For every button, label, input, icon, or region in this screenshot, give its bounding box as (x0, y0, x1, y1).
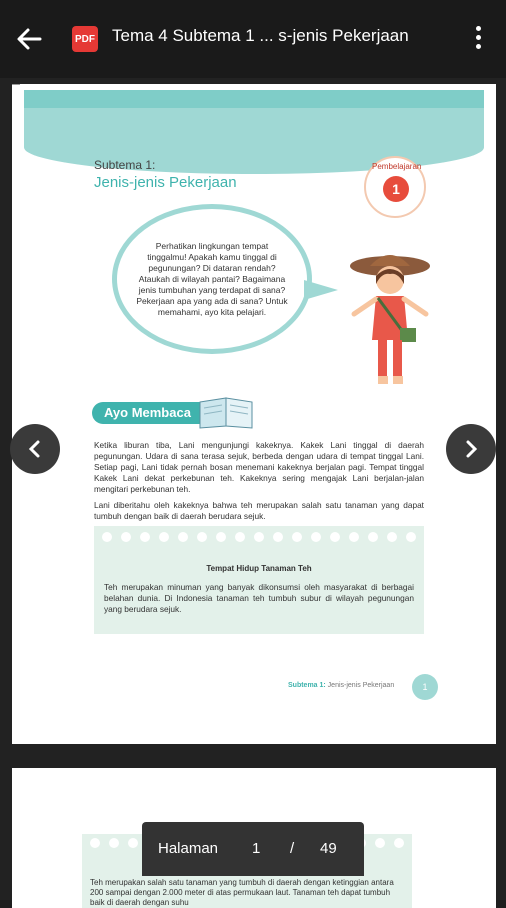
document-title: Tema 4 Subtema 1 ... s-jenis Pekerjaan (112, 26, 409, 45)
pdf-file-icon: PDF (72, 26, 98, 52)
book-icon (196, 394, 256, 430)
arrow-left-icon (12, 22, 46, 56)
page-footer (288, 682, 394, 689)
speech-bubble (112, 204, 312, 354)
total-pages: 49 (320, 840, 337, 857)
overflow-menu-button[interactable] (468, 24, 488, 54)
reading-paragraph-1: Ketika liburan tiba, Lani mengunjungi kakeknya. Kakek Lani tinggal di daerah pegunungan. Udara di sana terasa sejuk, berbeda dengan udara di tempat tinggal Lani. Setiap pagi, Lani tidak pernah bosan menemani kakeknya berjalan pagi. Tempat tinggal Kakek Lani dekat perkebunan teh. Kakeknya sering mengajak Lani berjalan-jalan mengitari perkebunan teh. (94, 440, 424, 494)
subtema-title: Jenis-jenis Pekerjaan (94, 174, 237, 191)
page2-text: Teh merupakan salah satu tanaman yang tumbuh di daerah dengan ketinggian antara 200 sampai dengan 2.000 meter di atas permukaan laut. Tanaman teh dapat tumbuh baik di daerah dengan suhu (90, 878, 394, 907)
subtema-label: Subtema 1: (94, 158, 156, 172)
reading-paragraph-2: Lani diberitahu oleh kakeknya bahwa teh merupakan salah satu tanaman yang dapat tumbuh dengan baik di daerah berudara sejuk. (94, 500, 424, 521)
pembelajaran-badge (364, 156, 426, 218)
info-box-title: Tempat Hidup Tanaman Teh (206, 564, 312, 573)
page-number-badge: 1 (412, 674, 438, 700)
chevron-right-icon (461, 439, 481, 459)
badge-label: Pembelajaran (372, 162, 422, 171)
chevron-left-icon (25, 439, 45, 459)
more-vertical-icon (476, 26, 481, 31)
next-page-button[interactable] (446, 424, 496, 474)
app-toolbar (0, 0, 506, 78)
footer-title: Jenis-jenis Pekerjaan (325, 682, 395, 689)
badge-number: 1 (383, 176, 409, 202)
page-indicator-label: Halaman (158, 840, 219, 857)
back-button[interactable] (12, 22, 46, 56)
section-label: Ayo Membaca (92, 402, 203, 424)
girl-illustration (340, 244, 440, 394)
previous-page-button[interactable] (10, 424, 60, 474)
pdf-page-1 (12, 84, 496, 744)
footer-subtema: Subtema 1: (288, 682, 326, 689)
page-indicator[interactable] (142, 822, 364, 876)
info-box-text: Teh merupakan minuman yang banyak dikonsumsi oleh masyarakat di berbagai belahan dunia. Di Indonesia tanaman teh tumbuh subur di wilayah pegunungan yang berudara sejuk. (104, 582, 414, 614)
info-box (94, 526, 424, 634)
bubble-text: Perhatikan lingkungan tempat tinggalmu! Apakah kamu tinggal di pegunungan? Di dataran rendah? Ataukah di wilayah pantai? Bagaimana jenis tumbuhan yang terdapat di sana? Pekerjaan apa yang ada di sana? Untuk memahami, ayo kita pelajari. (136, 240, 288, 317)
page-separator: / (290, 840, 295, 857)
current-page: 1 (252, 840, 261, 857)
pdf-viewer[interactable] (0, 78, 506, 907)
